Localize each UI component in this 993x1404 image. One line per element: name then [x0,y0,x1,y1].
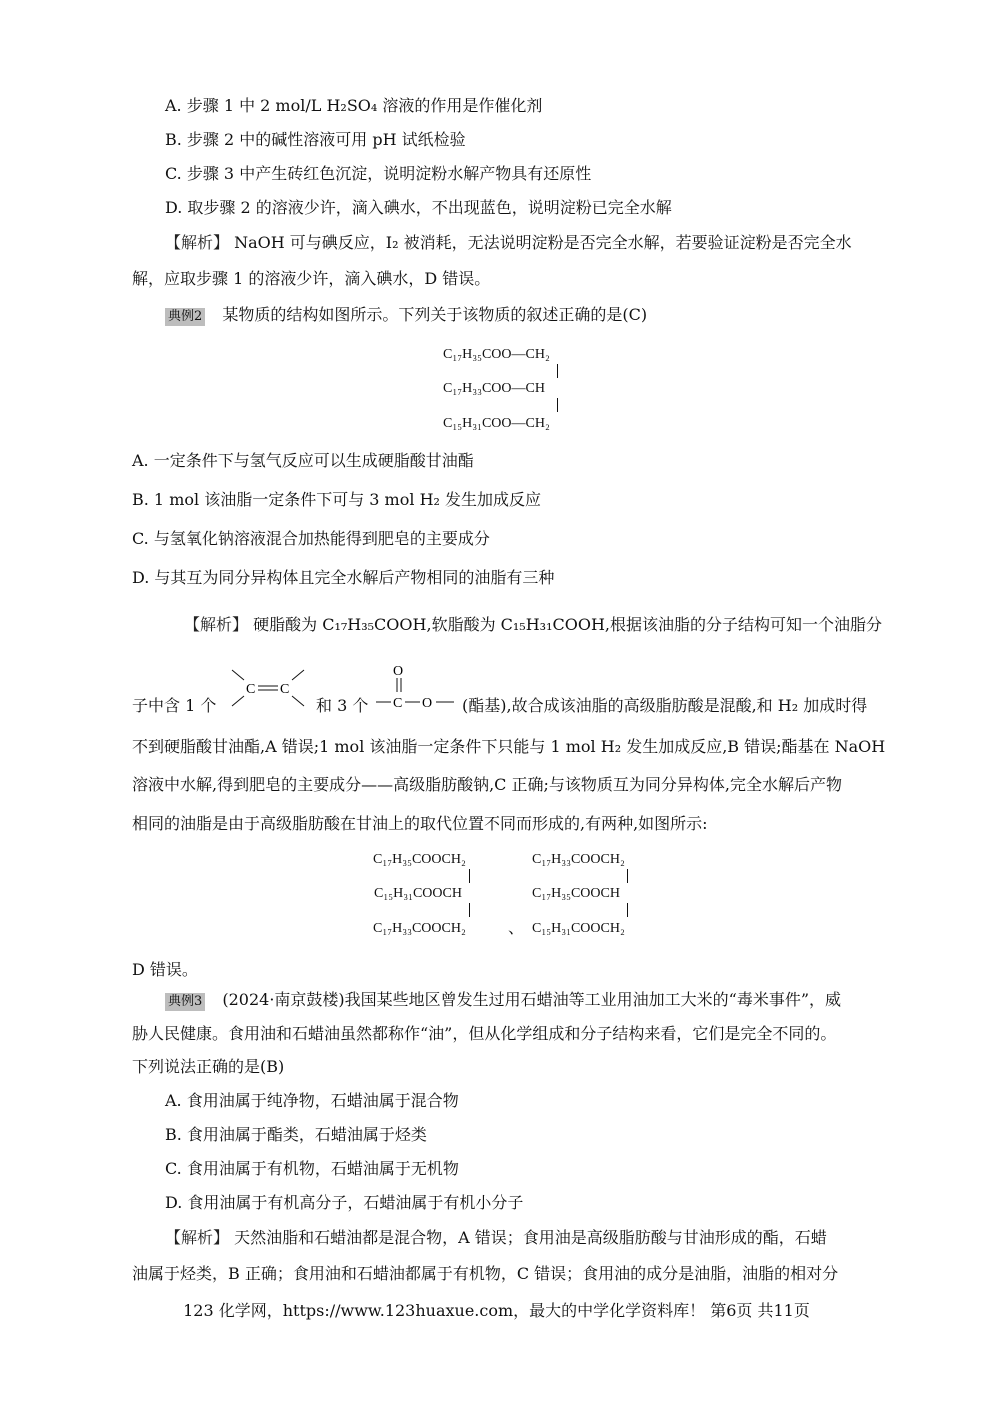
isomer-line: C₁₅H₃₁COOCH [374,886,462,901]
analysis-line [165,1227,827,1249]
carbon-label: C [393,696,403,711]
bond-line [627,869,628,883]
option-a: A. 食用油属于纯净物，石蜡油属于混合物 [165,1091,459,1110]
option-d: D. 与其互为同分异构体且完全水解后产物相同的油脂有三种 [132,568,555,587]
analysis-text: 和 3 个 [316,696,369,715]
analysis-tag: 【解析】 [184,615,249,634]
analysis-text: 子中含 1 个 [132,696,217,715]
oxygen-label: O [422,696,433,711]
option-b: B. 食用油属于酯类，石蜡油属于烃类 [165,1125,427,1144]
isomer-line: C₁₇H₃₅COOCH₂ [373,852,466,867]
bond-line [557,398,558,412]
option-d: D. 食用油属于有机高分子，石蜡油属于有机小分子 [165,1193,524,1212]
struct-line: C₁₅H₃₁COO—CH₂ [443,416,550,431]
question-stem [165,304,647,326]
analysis-text: 硬脂酸为 C₁₇H₃₅COOH,软脂酸为 C₁₅H₃₁COOH,根据该油脂的分子结构可知一个油脂分 [253,615,883,634]
carbon-label: C [246,682,256,697]
analysis-tag: 【解析】 [165,233,230,252]
alkene-fragment [226,664,310,712]
struct-line: C₁₇H₃₅COO—CH₂ [443,347,550,362]
oxygen-label: O [393,664,404,679]
separator: 、 [508,920,525,937]
analysis-text: NaOH 可与碘反应，I₂ 被消耗，无法说明淀粉是否完全水解，若要验证淀粉是否完全水 [234,233,852,252]
option-a: A. 一定条件下与氢气反应可以生成硬脂酸甘油酯 [132,451,474,470]
analysis-text: (酯基),故合成该油脂的高级脂肪酸是混酸,和 H₂ 加成时得 [462,696,868,715]
question-text: 胁人民健康。食用油和石蜡油虽然都称作“油”，但从化学组成和分子结构来看，它们是完全不同的。 [132,1024,837,1043]
struct-line: C₁₇H₃₃COO—CH [443,381,545,396]
question-text: 下列说法正确的是(B) [132,1057,285,1076]
analysis-line [184,614,882,636]
analysis-line: 不到硬脂酸甘油酯,A 错误;1 mol 该油脂一定条件下只能与 1 mol H₂ 发生加成反应,B 错误;酯基在 NaOH [132,737,886,756]
page-footer: 123 化学网，https://www.123huaxue.com，最大的中学化学资料库！ 第6页 共11页 [183,1301,810,1320]
example-badge: 典例2 [165,308,205,326]
analysis-line: 解，应取步骤 1 的溶液少许，滴入碘水，D 错误。 [132,269,491,288]
option-d: D. 取步骤 2 的溶液少许，滴入碘水，不出现蓝色，说明淀粉已完全水解 [165,198,672,217]
isomer-line: C₁₇H₃₅COOCH [532,886,620,901]
bond-line [469,903,470,917]
question-text: (2024·南京鼓楼)我国某些地区曾发生过用石蜡油等工业用油加工大米的“毒米事件”，威 [222,990,842,1009]
option-b: B. 步骤 2 中的碱性溶液可用 pH 试纸检验 [165,130,466,149]
ester-fragment [374,660,458,712]
analysis-line [165,232,852,254]
option-c: C. 步骤 3 中产生砖红色沉淀，说明淀粉水解产物具有还原性 [165,164,592,183]
option-a: A. 步骤 1 中 2 mol/L H₂SO₄ 溶液的作用是作催化剂 [165,96,543,115]
analysis-line: 相同的油脂是由于高级脂肪酸在甘油上的取代位置不同而形成的,有两种,如图所示: [132,814,708,833]
analysis-line: 溶液中水解,得到肥皂的主要成分——高级脂肪酸钠,C 正确;与该物质互为同分异构体,完全水解后产物 [132,775,842,794]
example-badge: 典例3 [165,993,205,1011]
bond-line [469,869,470,883]
option-c: C. 与氢氧化钠溶液混合加热能得到肥皂的主要成分 [132,529,490,548]
analysis-line: D 错误。 [132,960,198,979]
bond-line [627,903,628,917]
bond-line [557,364,558,378]
isomer-line: C₁₇H₃₃COOCH₂ [532,852,625,867]
analysis-text: 天然油脂和石蜡油都是混合物，A 错误；食用油是高级脂肪酸与甘油形成的酯，石蜡 [234,1228,827,1247]
analysis-line: 油属于烃类，B 正确；食用油和石蜡油都属于有机物，C 错误；食用油的成分是油脂，油脂的相对分 [132,1264,839,1283]
option-b: B. 1 mol 该油脂一定条件下可与 3 mol H₂ 发生加成反应 [132,490,542,509]
isomer-line: C₁₅H₃₁COOCH₂ [532,921,625,936]
option-c: C. 食用油属于有机物，石蜡油属于无机物 [165,1159,459,1178]
isomer-line: C₁₇H₃₃COOCH₂ [373,921,466,936]
question-stem [165,989,841,1011]
analysis-tag: 【解析】 [165,1228,230,1247]
question-text: 某物质的结构如图所示。下列关于该物质的叙述正确的是(C) [222,305,648,324]
carbon-label: C [280,682,290,697]
